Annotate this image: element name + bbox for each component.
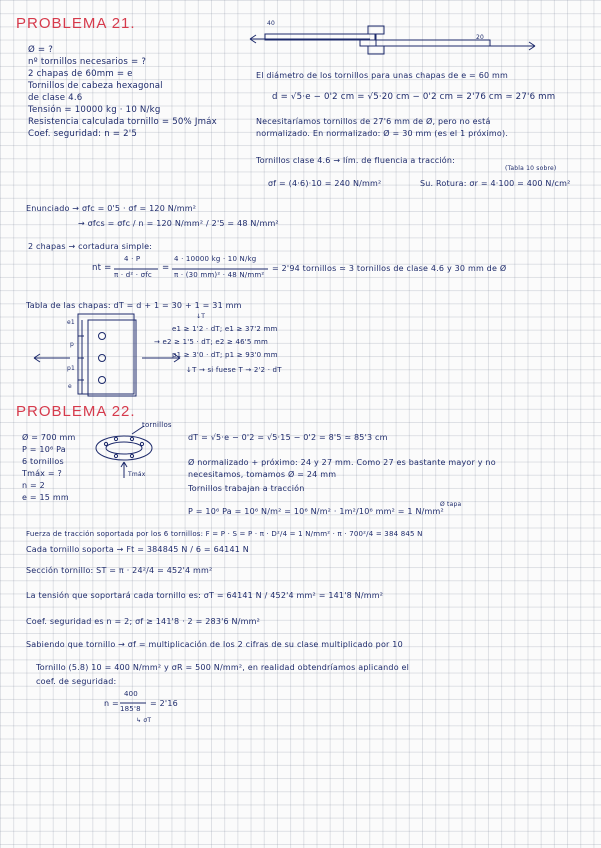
given-line: P = 10⁶ Pa: [22, 445, 66, 454]
final-under: ↳ σT: [136, 717, 152, 724]
seccion-line: Sección tornillo: ST = π · 24²/4 = 452'4 mm²: [26, 566, 213, 575]
final-n-label: n =: [104, 699, 119, 708]
norm-line-3: Tornillos trabajan a tracción: [188, 484, 305, 493]
tornillo-line-1: Tornillo (5.8) 10 = 400 N/mm² y σR = 500 N/mm², en realidad obtendríamos aplicando el: [36, 663, 410, 672]
plate-note: → e2 ≥ 1'5 · dT; e2 ≥ 46'5 mm: [154, 338, 268, 346]
coef-line: Coef. seguridad es n = 2; σf ≥ 141'8 · 2 = 283'6 N/mm²: [26, 617, 261, 626]
fraction-bar: [172, 268, 268, 270]
fraction-bar: [114, 268, 158, 270]
sabiendo-line: Sabiendo que tornillo → σf = multiplicación de los 2 cifras de su clase multiplicado por 10: [26, 640, 403, 649]
fraction-bar: [120, 702, 146, 704]
rotura-formula: Su. Rotura: σr = 4·100 = 400 N/cm²: [420, 179, 571, 188]
plate-label-p: p: [70, 341, 75, 348]
given-line: n = 2: [22, 481, 45, 490]
plate-note: e1 ≥ 1'2 · dT; e1 ≥ 37'2 mm: [172, 325, 278, 333]
given-line: 2 chapas de 60mm = e: [28, 69, 133, 79]
nt-num-2: 4 · 10000 kg · 10 N/kg: [174, 255, 257, 263]
given-line: Tmáx = ?: [22, 469, 62, 478]
chapas-line: 2 chapas → cortadura simple:: [28, 242, 153, 251]
flange-sketch: [92, 424, 162, 484]
given-line: e = 15 mm: [22, 493, 69, 502]
given-line: de clase 4.6: [28, 93, 83, 103]
nt-num-1: 4 · P: [124, 255, 141, 263]
problem-22-title: PROBLEMA 22.: [16, 403, 136, 420]
plate-sketch: [30, 312, 190, 396]
plate-label-e1: e1: [67, 319, 75, 326]
equals-sign: =: [162, 263, 170, 273]
class-line: Tornillos clase 4.6 → lím. de fluencia a tracción:: [256, 156, 456, 165]
label-tornillos: tornillos: [142, 421, 172, 429]
fluencia-formula: σf = (4·6)·10 = 240 N/mm²: [268, 179, 382, 188]
given-line: Tornillos de cabeza hexagonal: [28, 81, 163, 91]
given-line: Ø = ?: [28, 45, 53, 55]
final-denominator: 185'8: [120, 705, 141, 713]
tension-line: La tensión que soportará cada tornillo es: σT = 64141 N / 452'4 mm² = 141'8 N/mm²: [26, 591, 384, 600]
dim-40: 40: [267, 20, 276, 27]
norm-line-1: Ø normalizado + próximo: 24 y 27 mm. Como 27 es bastante mayor y no: [188, 458, 496, 467]
pressure-formula: P = 10⁶ Pa = 10⁶ N/m² = 10⁶ N/m² · 1m²/10⁶ mm² = 1 N/mm²: [188, 507, 444, 516]
nt-result: = 2'94 tornillos ≃ 3 tornillos de clase 4.6 y 30 mm de Ø: [272, 264, 507, 273]
plate-label-p1: p1: [67, 365, 76, 372]
final-result: = 2'16: [150, 699, 178, 708]
fuerza-line: Fuerza de tracción soportada por los 6 tornillos: F = P · S = P · π · D²/4 = 1 N/mm² · π · 700²/4 = 384 845 N: [26, 530, 423, 538]
plate-note: p1 ≥ 3'0 · dT; p1 ≥ 93'0 mm: [172, 351, 278, 359]
lap-joint-sketch: [240, 22, 540, 58]
enunciado-line-1: Enunciado → σfc = 0'5 · σf = 120 N/mm²: [26, 204, 197, 213]
diameter-formula: d = √5·e − 0'2 cm = √5·20 cm − 0'2 cm = 2'76 cm ≃ 27'6 mm: [272, 92, 556, 102]
tabla-note: (Tabla 10 sobre): [505, 165, 557, 172]
normalized-line-1: Necesitaríamos tornillos de 27'6 mm de Ø, pero no está: [256, 117, 491, 126]
dt-formula: dT = √5·e − 0'2 = √5·15 − 0'2 = 8'5 ≃ 85'3 cm: [188, 433, 388, 442]
plate-label-top: ↓T: [196, 313, 206, 320]
given-line: Resistencia calculada tornillo = 50% Jmáx: [28, 117, 217, 127]
given-line: Tensión = 10000 kg · 10 N/kg: [28, 105, 161, 115]
given-line: Coef. seguridad: n = 2'5: [28, 129, 138, 139]
given-line: 6 tornillos: [22, 457, 64, 466]
normalized-line-2: normalizado. En normalizado: Ø = 30 mm (es el 1 próximo).: [256, 129, 509, 138]
given-line: Ø = 700 mm: [22, 433, 76, 442]
norm-line-2: necesitamos, tomamos Ø = 24 mm: [188, 470, 337, 479]
label-tmax: Tmáx: [128, 471, 146, 478]
nt-label: nt =: [92, 263, 112, 273]
nt-den-1: π · d² · σfc: [114, 271, 152, 279]
dim-20: 20: [476, 34, 485, 41]
given-line: nº tornillos necesarios = ?: [28, 57, 147, 67]
plate-label-e: e: [68, 383, 72, 390]
tabla-line: Tabla de las chapas: dT = d + 1 = 30 + 1 = 31 mm: [26, 301, 242, 310]
tornillo-line-2: coef. de seguridad:: [36, 677, 117, 686]
problem-21-title: PROBLEMA 21.: [16, 15, 136, 32]
label-o-tapa: Ø tapa: [440, 501, 462, 508]
final-numerator: 400: [124, 690, 138, 698]
diameter-text: El diámetro de los tornillos para unas chapas de e = 60 mm: [256, 71, 509, 80]
enunciado-line-2: → σfcs = σfc / n = 120 N/mm² / 2'5 = 48 N/mm²: [78, 219, 279, 228]
nt-den-2: π · (30 mm)² · 48 N/mm²: [174, 271, 265, 279]
cada-line: Cada tornillo soporta → Ft = 384845 N / 6 = 64141 N: [26, 545, 249, 554]
plate-note: ↓T → si fuese T → 2'2 · dT: [186, 366, 282, 374]
